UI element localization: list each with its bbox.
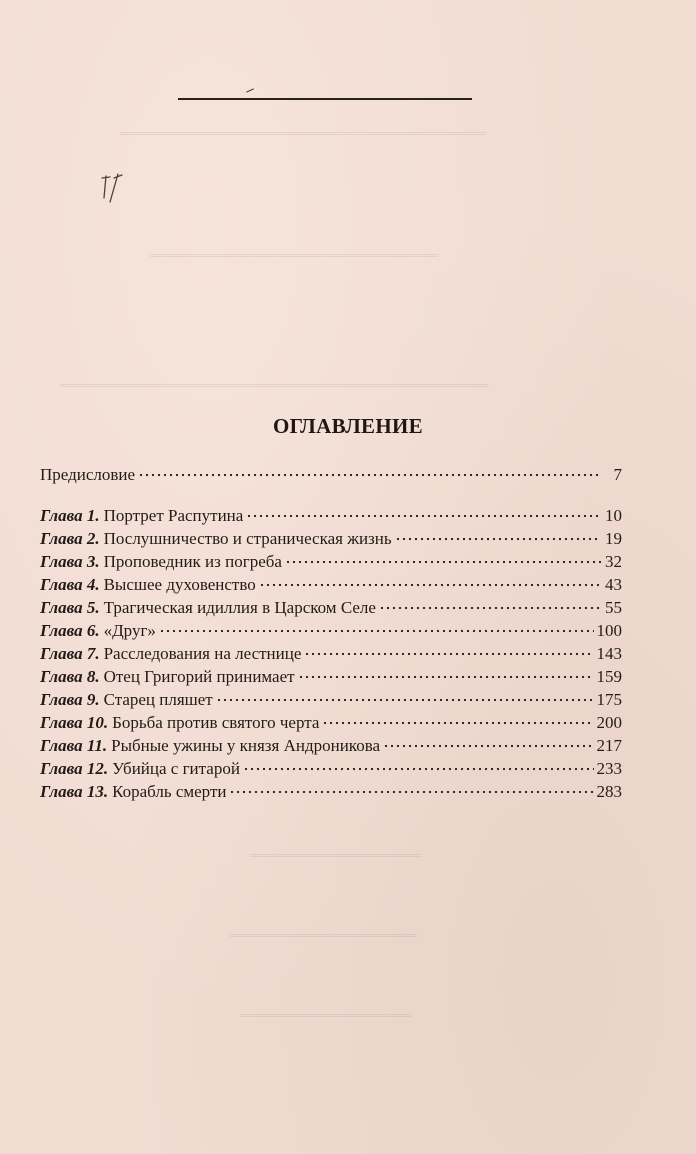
toc-page-number: 43 <box>605 575 622 594</box>
dot-leader <box>285 560 601 564</box>
toc-page-number: 10 <box>605 506 622 525</box>
dot-leader <box>246 514 601 518</box>
chapter-prefix: Глава 10. <box>40 713 109 732</box>
chapter-prefix: Глава 8. <box>40 667 100 686</box>
chapter-prefix: Глава 13. <box>40 782 109 801</box>
handwritten-pencil-mark <box>96 168 136 208</box>
toc-entry-title: Высшее духовенство <box>103 575 256 594</box>
toc-page-number: 32 <box>605 552 622 571</box>
dot-leader <box>322 721 593 725</box>
toc-entry-title: Послушничество и страническая жизнь <box>103 529 392 548</box>
toc-entry-title: Проповедник из погреба <box>103 552 282 571</box>
dot-leader <box>379 606 601 610</box>
toc-page-number: 143 <box>596 644 622 663</box>
dot-leader <box>243 767 594 771</box>
toc-entry-chapter-10[interactable] <box>40 711 622 734</box>
toc-entry-chapter-12[interactable] <box>40 757 622 780</box>
bleed-through-text: ════════════════════════ <box>230 930 418 942</box>
table-of-contents <box>40 463 622 803</box>
toc-heading: ОГЛАВЛЕНИЕ <box>273 414 423 438</box>
toc-entry-title: «Друг» <box>103 621 156 640</box>
chapter-prefix: Глава 1. <box>40 506 100 525</box>
toc-page-number: 175 <box>596 690 622 709</box>
top-rule <box>178 98 472 100</box>
chapter-prefix: Глава 9. <box>40 690 100 709</box>
toc-page-number: 100 <box>596 621 622 640</box>
toc-page-number: 159 <box>596 667 622 686</box>
chapter-prefix: Глава 6. <box>40 621 100 640</box>
toc-entry-chapter-2[interactable] <box>40 527 622 550</box>
bleed-through-text: ══════════════════════ <box>240 1010 412 1022</box>
toc-entry-title: Предисловие <box>40 465 136 484</box>
chapter-prefix: Глава 3. <box>40 552 100 571</box>
bleed-through-text: ══════════════════════ <box>250 850 422 862</box>
toc-entry-title: Старец пляшет <box>103 690 213 709</box>
toc-entry-chapter-3[interactable] <box>40 550 622 573</box>
dot-leader <box>229 790 593 794</box>
toc-entry-chapter-11[interactable] <box>40 734 622 757</box>
toc-entry-title: Убийца с гитарой <box>112 759 240 778</box>
toc-entry-chapter-5[interactable] <box>40 596 622 619</box>
toc-entry-chapter-7[interactable] <box>40 642 622 665</box>
dot-leader <box>304 652 593 656</box>
pencil-tick-mark <box>246 88 254 92</box>
dot-leader <box>259 583 601 587</box>
dot-leader <box>395 537 601 541</box>
toc-entry-chapter-6[interactable] <box>40 619 622 642</box>
dot-leader <box>298 675 594 679</box>
toc-entry-chapter-9[interactable] <box>40 688 622 711</box>
chapter-list <box>40 504 622 803</box>
toc-page-number: 200 <box>596 713 622 732</box>
toc-entry-title: Расследования на лестнице <box>103 644 302 663</box>
toc-page-number: 19 <box>605 529 622 548</box>
toc-page-number: 7 <box>613 465 622 484</box>
chapter-prefix: Глава 2. <box>40 529 100 548</box>
toc-page-number: 233 <box>596 759 622 778</box>
chapter-prefix: Глава 4. <box>40 575 100 594</box>
chapter-prefix: Глава 7. <box>40 644 100 663</box>
toc-entry-chapter-8[interactable] <box>40 665 622 688</box>
dot-leader <box>138 473 601 477</box>
toc-entry-chapter-4[interactable] <box>40 573 622 596</box>
toc-page-number: 217 <box>596 736 622 755</box>
toc-entry-chapter-1[interactable] <box>40 504 622 527</box>
chapter-prefix: Глава 12. <box>40 759 109 778</box>
chapter-prefix: Глава 11. <box>40 736 108 755</box>
toc-entry-title: Портрет Распутина <box>103 506 244 525</box>
dot-leader <box>159 629 594 633</box>
toc-entry-title: Трагическая идиллия в Царском Селе <box>103 598 376 617</box>
bleed-through-text: ═════════════════════════════════════ <box>150 250 439 262</box>
toc-entry-title: Борьба против святого черта <box>112 713 320 732</box>
chapter-prefix: Глава 5. <box>40 598 100 617</box>
toc-entry-title: Рыбные ужины у князя Андроникова <box>111 736 381 755</box>
toc-entry-preface[interactable] <box>40 463 622 486</box>
toc-page-number: 55 <box>605 598 622 617</box>
toc-entry-title: Отец Григорий принимает <box>103 667 295 686</box>
bleed-through-text: ═══════════════════════════════════════════════════════ <box>60 380 489 392</box>
dot-leader <box>383 744 593 748</box>
toc-entry-chapter-13[interactable] <box>40 780 622 803</box>
dot-leader <box>216 698 594 702</box>
bleed-through-text: ═══════════════════════════════════════════════ <box>120 128 487 140</box>
toc-entry-title: Корабль смерти <box>112 782 227 801</box>
toc-page-number: 283 <box>596 782 622 801</box>
